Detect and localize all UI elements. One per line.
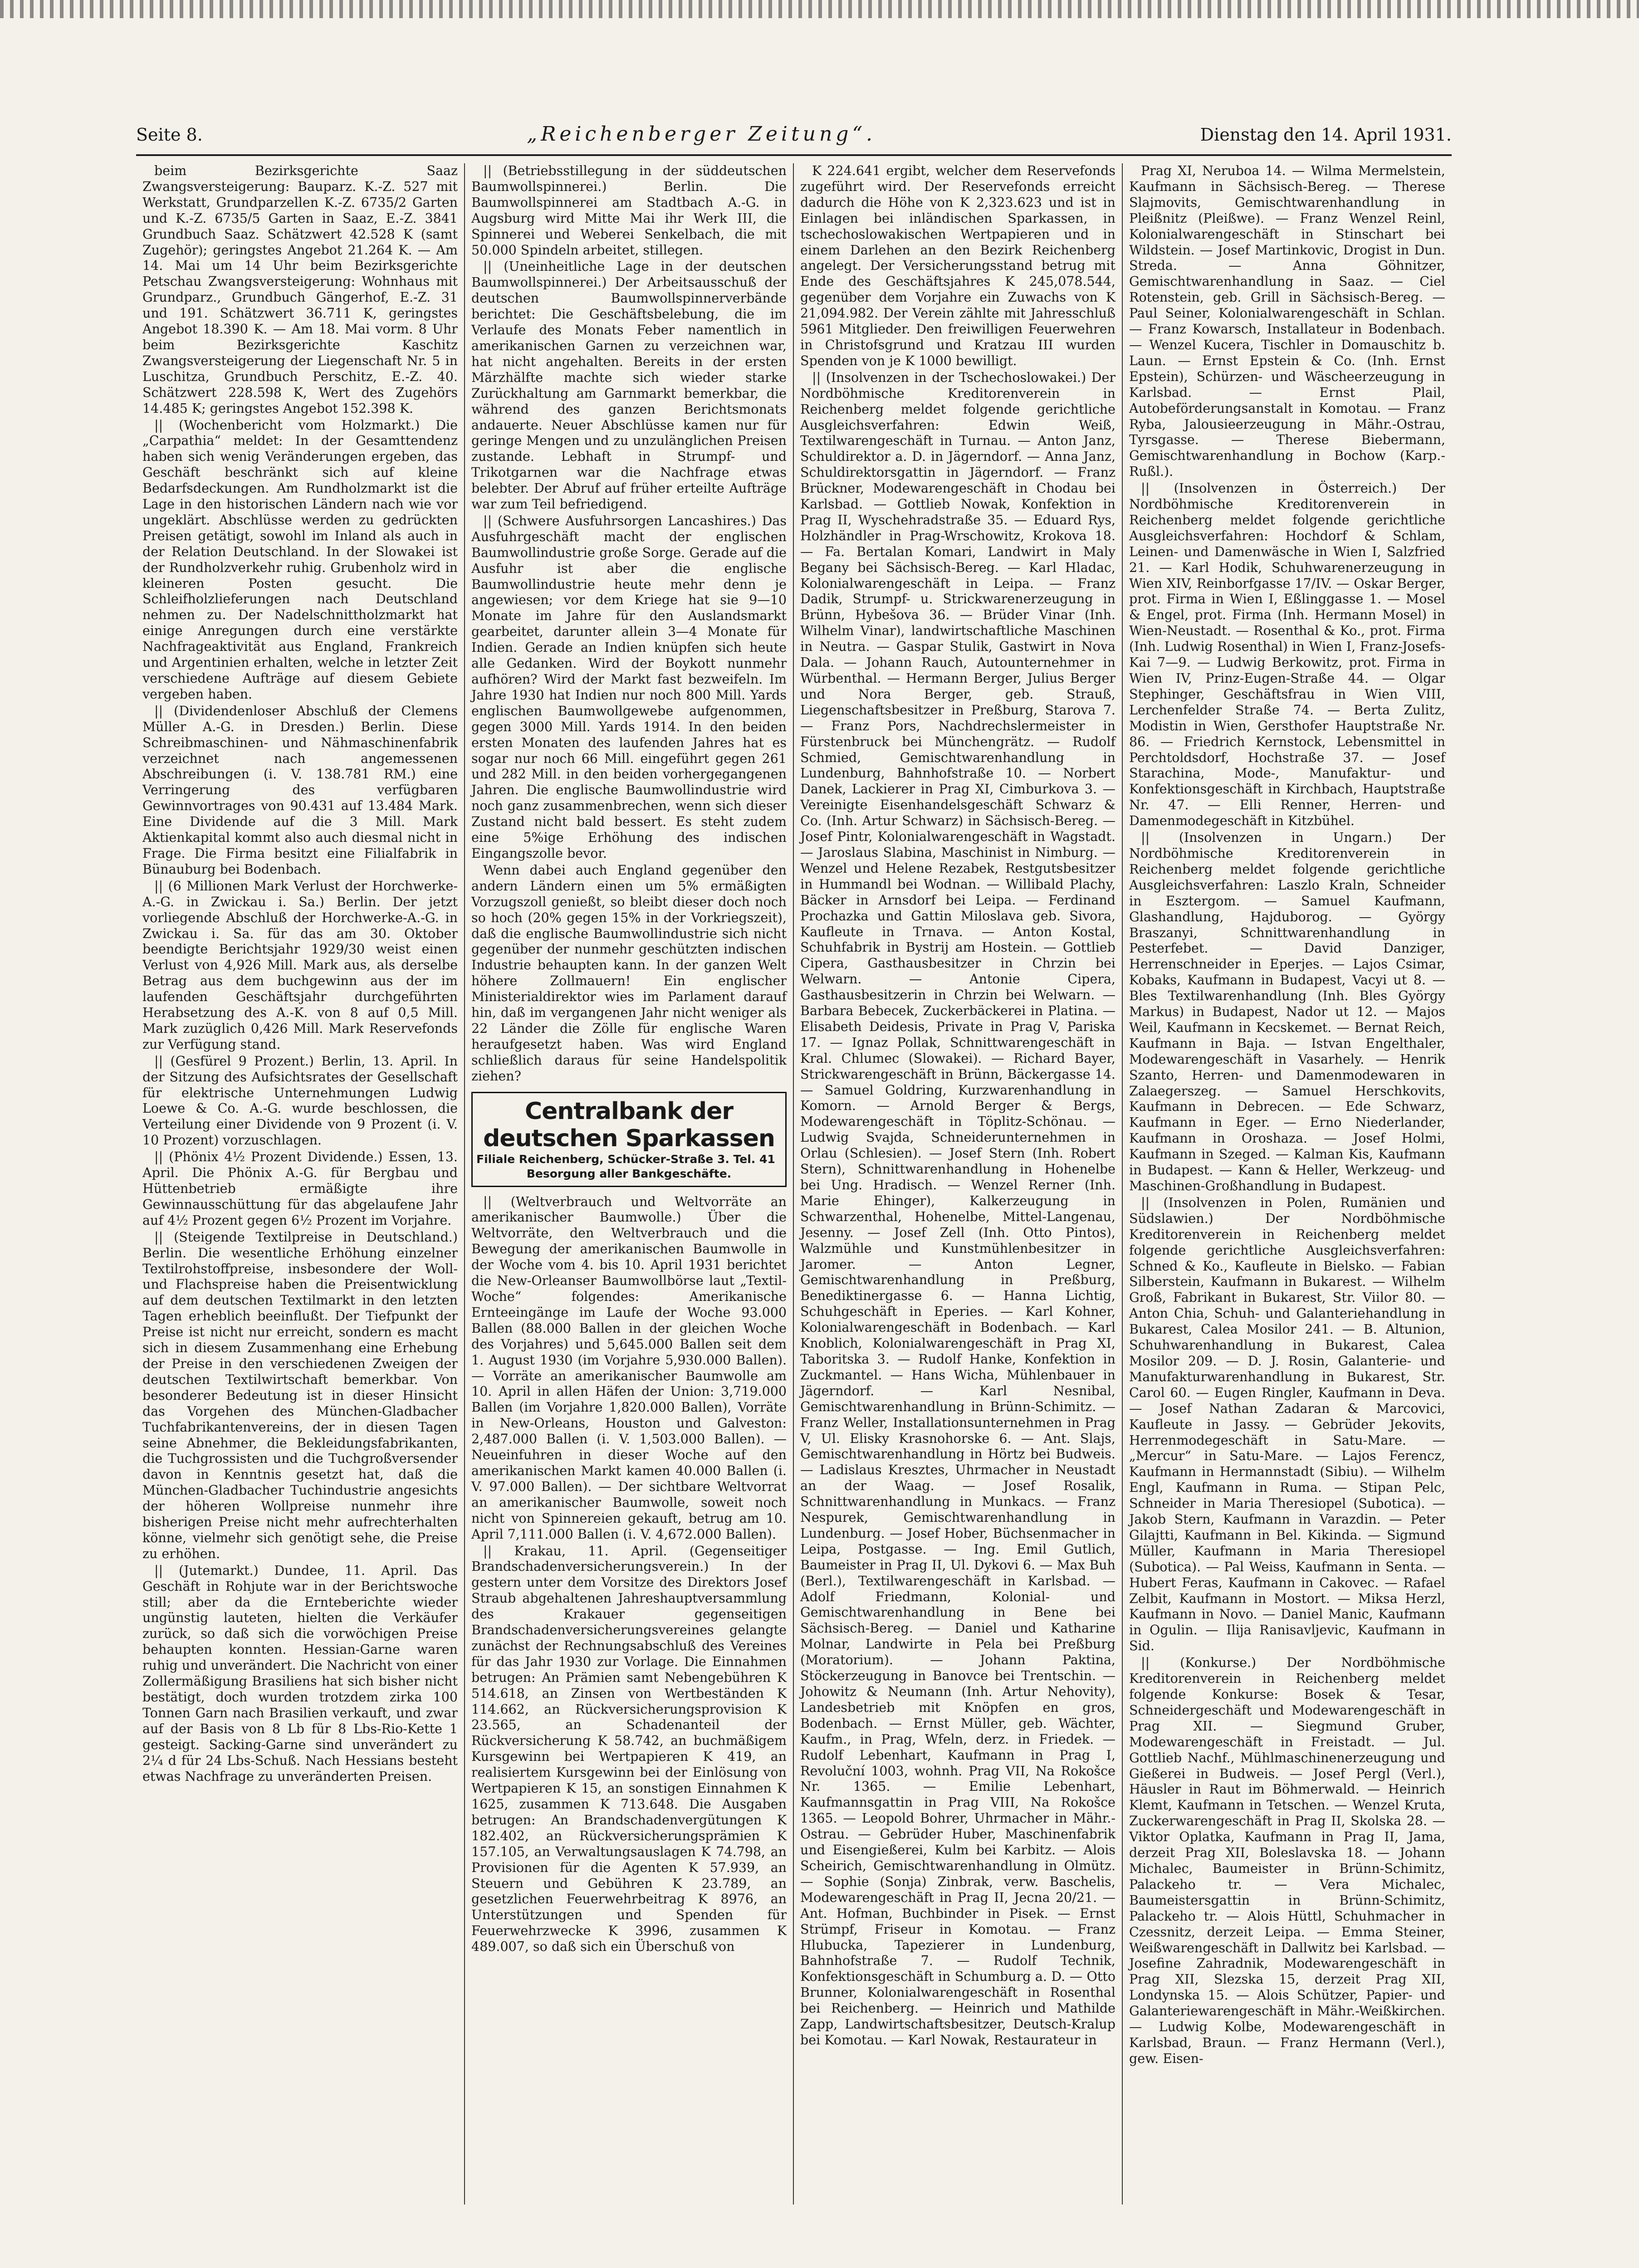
article-paragraph: || (Wochenbericht vom Holzmarkt.) Die „Carpathia“ meldet: In der Gesamttendenz haben sich wenig Veränderungen ergeben, das Geschäft beschränkt sich auf kleine Bedarfsdeckungen. Am Rundholzmarkt ist die Lage in den historischen Ländern nach wie vor ungeklärt. Abschlüsse werden zu gedrückten Preisen getätigt, sowohl im Inland als auch in der Relation Deutschland. In der Slowakei ist der Rundholzverkehr ruhig. Grubenholz wird in kleineren Posten gesucht. Die Schleifholzlieferungen nach Deutschland nehmen zu. Der Nadelschnittholzmarkt hat einige Anregungen durch eine verstärkte Nachfrageaktivität aus England, Frankreich und Argentinien erhalten, welche in letzter Zeit verschiedene Aufträge auf diesem Gebiete vergeben haben.	[142, 417, 458, 702]
article-paragraph: || (Dividendenloser Abschluß der Clemens Müller A.-G. in Dresden.) Berlin. Diese Schreibmaschinen- und Nähmaschinenfabrik verzeichnet nach angemessenen Abschreibungen (i. V. 138.781 RM.) eine Verringerung des verfügbaren Gewinnvortrages von 90.431 auf 13.484 Mark. Eine Dividende auf die 3 Mill. Mark Aktienkapital kommt also auch diesmal nicht in Frage. Die Firma besitzt eine Filialfabrik in Bünauburg bei Bodenbach.	[142, 703, 458, 877]
article-paragraph: || (Betriebsstillegung in der süddeutschen Baumwollspinnerei.) Berlin. Die Baumwollspinnerei am Stadtbach A.-G. in Augsburg wird Mitte Mai ihr Werk III, die Spinnerei und Weberei Senkelbach, die mit 50.000 Spindeln arbeitet, stillegen.	[471, 163, 787, 258]
page-number: Seite 8.	[136, 125, 203, 145]
scan-edge-strip	[0, 0, 1639, 18]
column-3	[794, 163, 1123, 2204]
column-4	[1123, 163, 1452, 2204]
ad-title: Centralbank der deutschen Sparkassen	[483, 1097, 775, 1152]
article-paragraph: || (Insolvenzen in Österreich.) Der Nordböhmische Kreditorenverein in Reichenberg meldet folgende gerichtliche Ausgleichsverfahren: Hochdorf & Schlam, Leinen- und Damenwäsche in Wien I, Salzfried 21. — Karl Hodik, Schuhwarenerzeugung in Wien XIV, Reinborfgasse 17/IV. — Oskar Berger, prot. Firma in Wien I, Eßlinggasse 1. — Mosel & Engel, prot. Firma (Inh. Hermann Mosel) in Wien-Neustadt. — Rosenthal & Ko., prot. Firma (Inh. Ludwig Rosenthal) in Wien I, Franz-Josefs-Kai 7—9. — Ludwig Berkowitz, prot. Firma in Wien IV, Prinz-Eugen-Straße 44. — Olgar Stephinger, Geschäftsfrau in Wien VIII, Lerchenfelder Straße 74. — Berta Zulitz, Modistin in Wien, Gersthofer Hauptstraße Nr. 86. — Friedrich Kernstock, Lebensmittel in Perchtoldsdorf, Hochstraße 37. — Josef Starachina, Mode-, Manufaktur- und Konfektionsgeschäft in Kirchbach, Hauptstraße Nr. 47. — Elli Renner, Herren- und Damenmodegeschäft in Kitzbühel.	[1129, 481, 1445, 829]
article-paragraph: Wenn dabei auch England gegenüber den andern Ländern einen um 5% ermäßigten Vorzugszoll genießt, so bleibt dieser doch noch so hoch (20% gegen 15% in der Vorkriegszeit), daß die englische Baumwollindustrie sich nicht gegenüber der nunmehr geschützten indischen Industrie behaupten kann. In der ganzen Welt höhere Zollmauern! Ein englischer Ministerialdirektor wies im Parlament darauf hin, daß im vergangenen Jahr nicht weniger als 22 Länder die Zölle für englische Waren heraufgesetzt haben. Was wird England schließlich daraus für seine Handelspolitik ziehen?	[471, 862, 787, 1084]
article-paragraph: || (Konkurse.) Der Nordböhmische Kreditorenverein in Reichenberg meldet folgende Konkurse: Bosek & Tesar, Schneidergeschäft und Modewarengeschäft in Prag XII. — Siegmund Gruber, Modewarengeschäft in Freistadt. — Jul. Gottlieb Nachf., Mühlmaschinenerzeugung und Gießerei in Budweis. — Josef Pergl (Verl.), Häusler in Raut im Böhmerwald. — Heinrich Klemt, Kaufmann in Tetschen. — Wenzel Kruta, Zuckerwarengeschäft in Prag II, Skolska 28. — Viktor Oplatka, Kaufmann in Prag II, Jama, derzeit Prag XII, Boleslavska 18. — Johann Michalec, Baumeister in Brünn-Schimitz, Palackeho tr. — Vera Michalec, Baumeistersgattin in Brünn-Schimitz, Palackeho tr. — Alois Hüttl, Schuhmacher in Czessnitz, derzeit Leipa. — Emma Steiner, Weißwarengeschäft in Dallwitz bei Karlsbad. — Josefine Zahradnik, Modewarengeschäft in Prag XII, Slezska 15, derzeit Prag XII, Londynska 15. — Alois Schützer, Papier- und Galanteriewarengeschäft in Mähr.-Weißkirchen. — Ludwig Kolbe, Modewarengeschäft in Karlsbad, Braun. — Franz Hermann (Verl.), gew. Eisen-	[1129, 1655, 1445, 2066]
article-paragraph: || (Jutemarkt.) Dundee, 11. April. Das Geschäft in Rohjute war in der Berichtswoche still; aber da die Ernteberichte wieder ungünstig lauteten, hielten die Verkäufer zurück, so daß sich die vorwöchigen Preise behaupten konnten. Hessian-Garne waren ruhig und unverändert. Die Nachricht von einer Zollermäßigung Brasiliens hat sich bisher nicht bestätigt, doch wurden trotzdem zirka 100 Tonnen Garn nach Brasilien verkauft, und zwar auf der Basis von 8 Lb für 8 Lbs-Rio-Kette 1 gesteigt. Sacking-Garne sind unverändert zu 2¼ d für 24 Lbs-Schuß. Nach Hessians besteht etwas Nachfrage zu unveränderten Preisen.	[142, 1563, 458, 1784]
header-rule	[136, 154, 1452, 156]
article-paragraph: beim Bezirksgerichte Saaz Zwangsversteigerung: Bauparz. K.-Z. 527 mit Werkstatt, Grundparzellen K.-Z. 6735/2 Garten und K.-Z. 6735/5 Garten in Saaz, E.-Z. 3841 Grundbuch Saaz. Schätzwert 42.528 K (samt Zugehör); geringstes Angebot 21.264 K. — Am 14. Mai um 14 Uhr beim Bezirksgerichte Petschau Zwangsversteigerung: Wohnhaus mit Grundparz., Grundbuch Gängerhof, E.-Z. 31 und 191. Schätzwert 36.711 K, geringstes Angebot 18.390 K. — Am 18. Mai vorm. 8 Uhr beim Bezirksgerichte Kaschitz Zwangsversteigerung der Liegenschaft Nr. 5 in Luschitza, Grundbuch Perschitz, E.-Z. 40. Schätzwert 228.598 K, Wert des Zugehörs 14.485 K; geringstes Angebot 152.398 K.	[142, 163, 458, 416]
newspaper-title: „Reichenberger Zeitung“.	[527, 122, 876, 146]
bank-advertisement	[471, 1092, 787, 1187]
article-paragraph: || (Weltverbrauch und Weltvorräte an amerikanischer Baumwolle.) Über die Weltvorräte, den Weltverbrauch und die Bewegung der amerikanischen Baumwolle in der Woche vom 4. bis 10. April 1931 berichtet die New-Orleanser Baumwollbörse laut „Textil-Woche“ folgendes: Amerikanische Ernteeingänge im Laufe der Woche 93.000 Ballen (88.000 Ballen in der gleichen Woche des Vorjahres) und 5,645.000 Ballen seit dem 1. August 1930 (im Vorjahre 5,930.000 Ballen). — Vorräte an amerikanischer Baumwolle am 10. April in allen Häfen der Union: 3,719.000 Ballen (im Vorjahre 1,820.000 Ballen), Vorräte in New-Orleans, Houston und Galveston: 2,487.000 Ballen (i. V. 1,503.000 Ballen). — Neueinfuhren in dieser Woche auf den amerikanischen Markt kamen 40.000 Ballen (i. V. 97.000 Ballen). — Der sichtbare Weltvorrat an amerikanischer Baumwolle, soweit noch nicht von Spinnereien gekauft, betrug am 10. April 7,111.000 Ballen (i. V. 4,672.000 Ballen).	[471, 1194, 787, 1542]
column-2	[465, 163, 794, 2204]
article-paragraph: || Krakau, 11. April. (Gegenseitiger Brandschadenversicherungsverein.) In der gestern unter dem Vorsitze des Direktors Josef Straub abgehaltenen Jahreshauptversammlung des Krakauer gegenseitigen Brandschadenversicherungsvereines gelangte zunächst der Rechnungsabschluß des Vereines für das Jahr 1930 zur Vorlage. Die Einnahmen betrugen: An Prämien samt Nebengebühren K 514.618, an Zinsen von Wertbeständen K 114.662, an Rückversicherungsprovision K 23.565, an Schadenanteil der Rückversicherung K 58.742, an buchmäßigem Kursgewinn bei Wertpapieren K 419, an realisiertem Kursgewinn bei der Einlösung von Wertpapieren K 15, an sonstigen Einnahmen K 1625, zusammen K 713.648. Die Ausgaben betrugen: An Brandschadenvergütungen K 182.402, an Rückversicherungsprämien K 157.105, an Verwaltungsauslagen K 74.798, an Provisionen für die Agenten K 57.939, an Steuern und Gebühren K 23.789, an gesetzlichen Feuerwehrbeitrag K 8976, an Unterstützungen und Spenden für Feuerwehrzwecke K 3996, zusammen K 489.007, so daß sich ein Überschuß von	[471, 1543, 787, 1955]
article-paragraph: Prag XI, Neruboa 14. — Wilma Mermelstein, Kaufmann in Sächsisch-Bereg. — Therese Slajmovits, Gemischtwarenhandlung in Pleißnitz (Pleißwe). — Franz Wenzel Reinl, Kolonialwarengeschäft in Stinschart bei Wildstein. — Josef Martinkovic, Drogist in Dun. Streda. — Anna Göhnitzer, Gemischtwarenhandlung in Saaz. — Ciel Rotenstein, geb. Grill in Sächsisch-Bereg. — Paul Seiner, Kolonialwarengeschäft in Schlan. — Franz Kowarsch, Installateur in Bodenbach. — Wenzel Kucera, Tischler in Domauschitz b. Laun. — Ernst Epstein & Co. (Inh. Ernst Epstein), Schürzen- und Wäscheerzeugung in Karlsbad. — Ernst Plail, Autobeförderungsanstalt in Komotau. — Franz Ryba, Jalousieerzeugung in Mähr.-Ostrau, Tyrsgasse. — Therese Biebermann, Gemischtwarenhandlung in Bochow (Karp.-Rußl.).	[1129, 163, 1445, 479]
article-paragraph: || (Insolvenzen in der Tschechoslowakei.) Der Nordböhmische Kreditorenverein in Reichenberg meldet folgende gerichtliche Ausgleichsverfahren: Edwin Weiß, Textilwarengeschäft in Turnau. — Anton Janz, Schuldirektor a. D. in Jägerndorf. — Anna Janz, Schuldirektorsgattin in Jägerndorf. — Franz Brückner, Modewarengeschäft in Chodau bei Karlsbad. — Gottlieb Nowak, Konfektion in Prag II, Wyschehradstraße 35. — Eduard Rys, Holzhändler in Prag-Wrschowitz, Krokova 18. — Fa. Bertalan Komari, Landwirt in Maly Begany bei Sächsisch-Bereg. — Karl Hladac, Kolonialwarengeschäft in Leipa. — Franz Dadik, Strumpf- u. Strickwarenerzeugung in Brünn, Hybešova 36. — Brüder Vinar (Inh. Wilhelm Vinar), landwirtschaftliche Maschinen in Neutra. — Gaspar Stulik, Gastwirt in Nova Dala. — Johann Rauch, Autounternehmer in Würbenthal. — Hermann Berger, Julius Berger und Nora Berger, geb. Strauß, Liegenschaftsbesitzer in Preßburg, Starova 7. — Franz Pors, Nachdrechslermeister in Fürstenbruck bei Münchengrätz. — Rudolf Schmied, Gemischtwarenhandlung in Lundenburg, Bahnhofstraße 10. — Norbert Danek, Lackierer in Prag XI, Cimburkova 3. — Vereinigte Eisenhandelsgeschäft Schwarz & Co. (Inh. Artur Schwarz) in Sächsisch-Bereg. — Josef Pintr, Kolonialwarengeschäft in Wagstadt. — Jaroslaus Slabina, Maschinist in Nimburg. — Wenzel und Helene Rezabek, Restgutsbesitzer in Hummandl bei Wodnan. — Willibald Plachy, Bäcker in Arnsdorf bei Leipa. — Ferdinand Prochazka und Gattin Miloslava geb. Sivora, Kaufleute in Trnava. — Anton Kostal, Schuhfabrik in Bystrij am Hostein. — Gottlieb Cipera, Gasthausbesitzer in Chrzin bei Welwarn. — Antonie Cipera, Gasthausbesitzerin in Chrzin bei Welwarn. — Barbara Bebecek, Zuckerbäckerei in Platina. — Elisabeth Deidesis, Private in Prag V, Pariska 17. — Ignaz Pollak, Schnittwarengeschäft in Kral. Chlumec (Slowakei). — Richard Bayer, Strickwarengeschäft in Brünn, Bäckergasse 14. — Samuel Goldring, Kurzwarenhandlung in Komorn. — Arnold Berger & Bergs, Modewarengeschäft in Töplitz-Schönau. — Ludwig Svajda, Schneiderunternehmen in Orlau (Schlesien). — Josef Stern (Inh. Robert Stern), Schnittwarenhandlung in Hohenelbe bei Ung. Hradisch. — Wenzel Rerner (Inh. Marie Ehinger), Kalkerzeugung in Schwarzenthal, Hohenelbe, Mittel-Langenau, Jesenny. — Josef Zell (Inh. Otto Pintos), Walzmühle und Kunstmühlenbesitzer in Jaromer. — Anton Legner, Gemischtwarenhandlung in Preßburg, Benediktinergasse 6. — Hanna Lichtig, Schuhgeschäft in Eperies. — Karl Kohner, Kolonialwarengeschäft in Bodenbach. — Karl Knoblich, Kolonialwarengeschäft in Prag XI, Taboritska 3. — Rudolf Hanke, Konfektion in Zuckmantel. — Hans Wicha, Mühlenbauer in Jägerndorf. — Karl Nesnibal, Gemischtwarenhandlung in Brünn-Schimitz. — Franz Weller, Installationsunternehmen in Prag V, Ul. Elisky Krasnohorske 6. — Ant. Slajs, Gemischtwarenhandlung in Hörtz bei Budweis. — Ladislaus Kresztes, Uhrmacher in Neustadt an der Waag. — Josef Rosalik, Schnittwarenhandlung in Munkacs. — Franz Nespurek, Gemischtwarenhandlung in Lundenburg. — Josef Hober, Büchsenmacher in Leipa, Postgasse. — Ing. Emil Gutlich, Baumeister in Prag II, Ul. Dykovi 6. — Max Buh (Berl.), Textilwarengeschäft in Karlsbad. — Adolf Friedmann, Kolonial- und Gemischtwarenhandlung in Bene bei Sächsisch-Bereg. — Daniel und Katharine Molnar, Landwirte in Pela bei Preßburg (Moratorium). — Johann Paktina, Stöckerzeugung in Banovce bei Trentschin. — Johowitz & Neumann (Inh. Artur Nehovity), Landesbetrieb mit Knöpfen en gros, Bodenbach. — Ernst Müller, geb. Wächter, Kaufm., in Prag, Wfeln, derz. in Friedek. — Rudolf Lebenhart, Kaufmann in Prag I, Revoluční 1003, wohnh. Prag VII, Na Rokošce Nr. 1365. — Emilie Lebenhart, Kaufmannsgattin in Prag VIII, Na Rokošce 1365. — Leopold Bohrer, Uhrmacher in Mähr.-Ostrau. — Gebrüder Huber, Maschinenfabrik und Eisengießerei, Kulm bei Karbitz. — Alois Scheirich, Gemischtwarenhandlung in Olmütz. — Sophie (Sonja) Zinbrak, verw. Baschelis, Modewarengeschäft in Prag II, Jecna 20/21. — Ant. Hofman, Buchbinder in Pisek. — Ernst Strümpf, Friseur in Komotau. — Franz Hlubucka, Tapezierer in Lundenburg, Bahnhofstraße 7. — Rudolf Technik, Konfektionsgeschäft in Schumburg a. D. — Otto Brunner, Kolonialwarengeschäft in Rosenthal bei Reichenberg. — Heinrich und Mathilde Zapp, Landwirtschaftsbesitzer, Deutsch-Kralup bei Komotau. — Karl Nowak, Restaurateur in	[800, 370, 1115, 2048]
columns	[136, 163, 1452, 2204]
article-paragraph: || (Schwere Ausfuhrsorgen Lancashires.) Das Ausfuhrgeschäft macht der englischen Baumwollindustrie große Sorge. Gerade auf die Ausfuhr ist aber die englische Baumwollindustrie heute mehr denn je angewiesen; vor dem Kriege hat sie 9—10 Monate im Jahre für den Auslandsmarkt gearbeitet, darunter allein 3—4 Monate für Indien. Gerade an Indien knüpfen sich heute alle Gedanken. Wird der Boykott nunmehr aufhören? Wird der Markt fast bezweifeln. Im Jahre 1930 hat Indien nur noch 800 Mill. Yards englischen Baumwollgewebe aufgenommen, gegen 3000 Mill. Yards 1914. In den beiden ersten Monaten des laufenden Jahres hat es sogar nur noch 66 Mill. eingeführt gegen 261 und 282 Mill. in den beiden vorhergegangenen Jahren. Die englische Baumwollindustrie wird noch ganz zusammenbrechen, wenn sich dieser Zustand nicht bald bessert. Es steht zudem eine 5%ige Erhöhung des indischen Eingangszolle bevor.	[471, 513, 787, 861]
article-paragraph: || (6 Millionen Mark Verlust der Horchwerke-A.-G. in Zwickau i. Sa.) Berlin. Der jetzt vorliegende Abschluß der Horchwerke-A.-G. in Zwickau i. Sa. für das am 30. Oktober beendigte Berichtsjahr 1929/30 weist einen Verlust von 4,926 Mill. Mark aus, als derselbe Betrag aus dem buchgewinn aus der im laufenden Geschäftsjahr durchgeführten Herabsetzung des A.-K. von 8 auf 0,5 Mill. Mark zuzüglich 0,426 Mill. Mark Reservefonds zur Verfügung stand.	[142, 878, 458, 1052]
article-paragraph: || (Insolvenzen in Polen, Rumänien und Südslawien.) Der Nordböhmische Kreditorenverein in Reichenberg meldet folgende gerichtliche Ausgleichsverfahren: Schned & Ko., Kaufleute in Bielsko. — Fabian Silberstein, Kaufmann in Bukarest. — Wilhelm Groß, Fabrikant in Bukarest, Str. Viilor 80. — Anton Chia, Schuh- und Galanteriehandlung in Bukarest, Calea Mosilor 241. — B. Altunion, Schuhwarenhandlung in Bukarest, Calea Mosilor 209. — D. J. Rosin, Galanterie- und Manufakturwarenhandlung in Bukarest, Str. Carol 60. — Eugen Ringler, Kaufmann in Deva. — Josef Nathan Zadaran & Marcovici, Kaufleute in Jassy. — Gebrüder Jekovits, Herrenmodegeschäft in Satu-Mare. — „Mercur“ in Satu-Mare. — Lajos Ferencz, Kaufmann in Hermannstadt (Sibiu). — Wilhelm Engl, Kaufmann in Ruma. — Stipan Pelc, Schneider in Maria Theresiopel (Subotica). — Jakob Stern, Kaufmann in Varazdin. — Peter Gilajtti, Kaufmann in Bel. Kikinda. — Sigmund Müller, Kaufmann in Maria Theresiopel (Subotica). — Pal Weiss, Kaufmann in Senta. — Hubert Feras, Kaufmann in Cakovec. — Rafael Zelbit, Kaufmann in Mostort. — Miksa Herzl, Kaufmann in Novo. — Daniel Manic, Kaufmann in Ogulin. — Ilija Ranisavljevic, Kaufmann in Sid.	[1129, 1195, 1445, 1654]
column-1	[136, 163, 465, 2204]
page-header	[136, 122, 1452, 150]
article-paragraph: || (Steigende Textilpreise in Deutschland.) Berlin. Die wesentliche Erhöhung einzelner Textilrohstoffpreise, insbesondere der Woll- und Flachspreise haben die Preisentwicklung auf dem deutschen Textilmarkt in den letzten Tagen erheblich beeinflußt. Der Tiefpunkt der Preise ist nicht nur erreicht, sondern es macht sich in diesem Zusammenhang eine Erhebung der Preise in den verschiedenen Zweigen der deutschen Textilwirtschaft bemerkbar. Von besonderer Bedeutung ist in dieser Hinsicht das Vorgehen des München-Gladbacher Tuchfabrikantenvereins, der in diesen Tagen seine Abnehmer, die Bekleidungsfabrikanten, die Tuchgrossisten und die Tuchgroßversender davon in Kenntnis gesetzt hat, daß die München-Gladbacher Tuchindustrie angesichts der höheren Wollpreise nunmehr ihre bisherigen Preise nicht mehr aufrechterhalten könne, vielmehr sich genötigt sehe, die Preise zu erhöhen.	[142, 1229, 458, 1561]
issue-date: Dienstag den 14. April 1931.	[1200, 125, 1452, 145]
ad-subline: Besorgung aller Bankgeschäfte.	[526, 1167, 732, 1180]
article-paragraph: || (Phönix 4½ Prozent Dividende.) Essen, 13. April. Die Phönix A.-G. für Bergbau und Hüttenbetrieb ermäßigte ihre Gewinnausschüttung für das abgelaufene Jahr auf 4½ Prozent gegen 6½ Prozent im Vorjahre.	[142, 1149, 458, 1228]
article-paragraph: || (Uneinheitliche Lage in der deutschen Baumwollspinnerei.) Der Arbeitsausschuß der deutschen Baumwollspinnerverbände berichtet: Die Geschäftsbelebung, die im Verlaufe des Monats Feber namentlich in amerikanischen Garnen zu verzeichnen war, hat nicht angehalten. Bereits in der ersten Märzhälfte machte sich wieder starke Zurückhaltung am Garnmarkt bemerkbar, die während des ganzen Berichtsmonats andauerte. Neuer Abschlüsse kamen nur für geringe Mengen und zu unzulänglichen Preisen zustande. Lebhaft in Strumpf- und Trikotgarnen war die Nachfrage etwas belebter. Der Abruf auf früher erteilte Aufträge war zum Teil befriedigend.	[471, 259, 787, 512]
ad-address: Filiale Reichenberg, Schücker-Straße 3. Tel. 41	[476, 1152, 775, 1166]
article-paragraph: K 224.641 ergibt, welcher dem Reservefonds zugeführt wird. Der Reservefonds erreicht dadurch die Höhe von K 2,323.623 und ist in Einlagen bei inländischen Sparkassen, in tschechoslowakischen Wertpapieren und in einem Darlehen an den Bezirk Reichenberg angelegt. Der Versicherungsstand betrug mit Ende des Geschäftsjahres K 245,078.544, gegenüber dem Vorjahre ein Zuwachs von K 21,094.982. Der Verein zählte mit Jahresschluß 5961 Mitglieder. Den freiwilligen Feuerwehren in Christofsgrund und Kratzau III wurden Spenden von je K 1000 bewilligt.	[800, 163, 1115, 368]
article-paragraph: || (Insolvenzen in Ungarn.) Der Nordböhmische Kreditorenverein in Reichenberg meldet folgende gerichtliche Ausgleichsverfahren: Laszlo Kraln, Schneider in Esztergom. — Samuel Kaufmann, Glashandlung, Hajduborog. — György Braszanyi, Schnittwarenhandlung in Pesterfebet. — David Danziger, Herrenschneider in Eperjes. — Lajos Csimar, Kobaks, Kaufmann in Budapest, Vacyi ut 8. — Bles Textilwarenhandlung (Inh. Bles György Markus) in Budapest, Nador ut 12. — Majos Weil, Kaufmann in Kecskemet. — Bernat Reich, Kaufmann in Baja. — Istvan Engelthaler, Modewarengeschäft in Vasarhely. — Henrik Szanto, Herren- und Damenmodewaren in Zalaegerszeg. — Samuel Herschkovits, Kaufmann in Debrecen. — Ede Schwarz, Kaufmann in Eger. — Erno Niederlander, Kaufmann in Oroshaza. — Josef Holmi, Kaufmann in Szeged. — Kalman Kis, Kaufmann in Budapest. — Kann & Heller, Werkzeug- und Maschinen-Großhandlung in Budapest.	[1129, 830, 1445, 1193]
article-paragraph: || (Gesfürel 9 Prozent.) Berlin, 13. April. In der Sitzung des Aufsichtsrates der Gesellschaft für elektrische Unternehmungen Ludwig Loewe & Co. A.-G. wurde beschlossen, die Verteilung einer Dividende von 9 Prozent (i. V. 10 Prozent) vorzuschlagen.	[142, 1053, 458, 1148]
